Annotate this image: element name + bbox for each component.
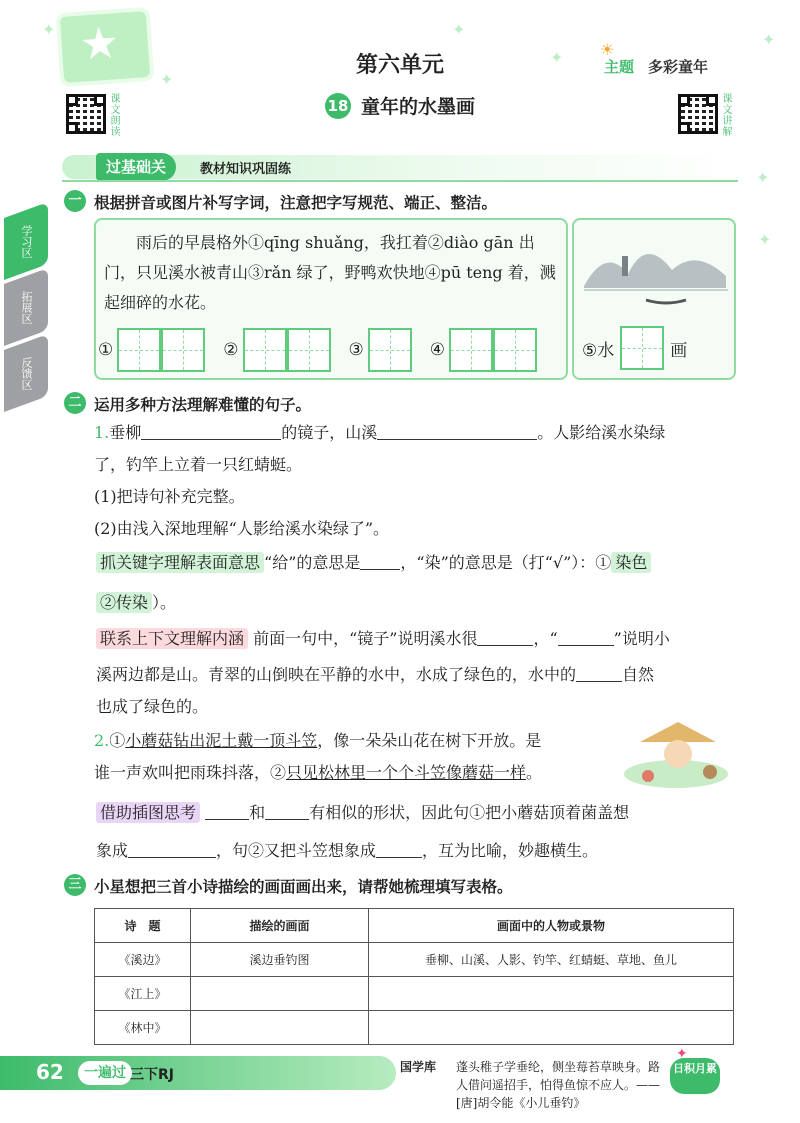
writing-grid[interactable] bbox=[161, 328, 205, 372]
straw-hat-shape bbox=[640, 722, 716, 742]
table-row bbox=[95, 943, 734, 977]
daily-badge: 日积月累 bbox=[670, 1058, 720, 1094]
column-header: 诗 题 bbox=[95, 909, 191, 943]
footer-poem: 蓬头稚子学垂纶，侧坐莓苔草映身。路人借问遥招手，怕得鱼惊不应人。——[唐]胡令能《小儿垂钓》 bbox=[456, 1060, 661, 1110]
table-cell[interactable] bbox=[369, 1011, 734, 1045]
qr-right-label: 课文讲解 bbox=[722, 94, 733, 138]
q2-sub2: (2)由浅入深地理解“人影给溪水染绿了”。 bbox=[94, 519, 390, 538]
table-cell[interactable] bbox=[369, 977, 734, 1011]
star-icon: ✦ bbox=[756, 168, 770, 187]
divider bbox=[62, 180, 738, 182]
page-number: 62 bbox=[36, 1060, 64, 1084]
column-header: 描绘的画面 bbox=[191, 909, 369, 943]
question-title: 小星想把三首小诗描绘的画面画出来，请帮她梳理填写表格。 bbox=[94, 878, 513, 896]
q1-answer-row bbox=[98, 328, 537, 372]
fill-blank[interactable] bbox=[477, 628, 533, 646]
writing-grid[interactable] bbox=[368, 328, 412, 372]
q1-passage: 雨后的早晨格外①qīng shuǎng，我扛着②diào gān 出门，只见溪水被青山③rǎn 绿了，野鸭欢快地④pū teng 着，溅起细碎的水花。 bbox=[104, 233, 556, 312]
question-number: 一 bbox=[64, 190, 86, 212]
mushroom-shape bbox=[642, 770, 654, 782]
theme-value: 多彩童年 bbox=[648, 58, 709, 76]
question-title: 根据拼音或图片补写字词，注意把字写规范、端正、整洁。 bbox=[94, 194, 498, 212]
lesson-heading bbox=[0, 92, 800, 119]
star-icon: ✦ bbox=[550, 48, 564, 67]
method-tag: 借助插图思考 bbox=[96, 802, 200, 823]
section-label-guoxue: 国学库 bbox=[400, 1060, 437, 1074]
theme-key: 主题 bbox=[604, 58, 635, 76]
table-header-row bbox=[95, 909, 734, 943]
q1-ink-painting-box bbox=[572, 218, 736, 380]
question-number: 二 bbox=[64, 392, 86, 414]
star-icon: ✦ bbox=[762, 30, 776, 49]
table-row bbox=[95, 977, 734, 1011]
q2-sentence1-cont: 了，钓竿上立着一只红蜻蜓。 bbox=[94, 455, 303, 474]
writing-grid[interactable] bbox=[287, 328, 331, 372]
ink-landscape-illustration bbox=[576, 226, 736, 312]
fill-blank[interactable] bbox=[558, 628, 614, 646]
answer-label: ② bbox=[223, 340, 239, 360]
answer-label: ④ bbox=[429, 340, 445, 360]
q2-sentence2-cont: 谁一声欢叫把雨珠抖落，②只见松林里一个个斗笠像蘑菇一样。 bbox=[94, 763, 543, 782]
star-icon: ★ bbox=[78, 17, 121, 71]
q2-sub1: (1)把诗句补充完整。 bbox=[94, 487, 245, 506]
side-tab-feedback[interactable]: 反馈区 bbox=[4, 334, 48, 412]
q2-sentence2: 2.①小蘑菇钻出泥土戴一顶斗笠，像一朵朵山花在树下开放。是 bbox=[94, 731, 542, 750]
answer-label: ① bbox=[98, 340, 114, 360]
writing-grid[interactable] bbox=[449, 328, 493, 372]
writing-grid[interactable] bbox=[620, 326, 664, 370]
fill-blank[interactable] bbox=[141, 422, 281, 440]
star-icon: ✦ bbox=[160, 70, 174, 89]
poem-table bbox=[94, 908, 734, 1045]
qr-left-label: 课文朗读 bbox=[110, 94, 121, 138]
fill-blank[interactable] bbox=[360, 552, 400, 570]
q2-method3: 借助插图思考 和 有相似的形状，因此句①把小蘑菇顶着菌盖想 bbox=[96, 798, 746, 828]
theme-label bbox=[604, 56, 708, 77]
writing-grid[interactable] bbox=[243, 328, 287, 372]
fill-blank[interactable] bbox=[128, 840, 216, 858]
fill-blank[interactable] bbox=[205, 802, 249, 820]
side-tab-extend[interactable]: 拓展区 bbox=[4, 268, 48, 346]
lesson-number-badge: 18 bbox=[325, 93, 351, 119]
answer-label: ⑤水 bbox=[582, 340, 615, 361]
table-row bbox=[95, 1011, 734, 1045]
writing-grid[interactable] bbox=[117, 328, 161, 372]
column-header: 画面中的人物或景物 bbox=[369, 909, 734, 943]
q2-method1: 抓关键字理解表面意思 “给”的意思是 ，“染”的意思是（打“√”）：① 染色 bbox=[96, 548, 746, 578]
q2-method2-cont: 溪两边都是山。青翠的山倒映在平静的水中，水成了绿色的，水中的 自然 bbox=[96, 665, 655, 684]
pagoda-shape bbox=[622, 256, 628, 276]
fill-blank[interactable] bbox=[376, 840, 422, 858]
method-tag: 抓关键字理解表面意思 bbox=[96, 552, 264, 573]
star-icon: ✦ bbox=[42, 20, 56, 39]
brand-logo: 一遍过 bbox=[78, 1061, 132, 1085]
section-subtitle: 教材知识巩固练 bbox=[200, 162, 292, 177]
method-tag: 联系上下文理解内涵 bbox=[96, 628, 248, 649]
table-cell: 垂柳、山溪、人影、钓竿、红蜻蜓、草地、鱼儿 bbox=[369, 943, 734, 977]
table-cell: 《溪边》 bbox=[95, 943, 191, 977]
grade-label: 三下RJ bbox=[130, 1067, 174, 1083]
fill-blank[interactable] bbox=[576, 664, 622, 682]
star-icon: ✦ bbox=[758, 230, 772, 249]
boat-shape bbox=[646, 300, 686, 303]
q2-method3-cont: 象成 ，句②又把斗笠想象成 ，互为比喻，妙趣横生。 bbox=[96, 841, 599, 860]
side-tab-study[interactable]: 学习区 bbox=[4, 202, 48, 280]
table-cell[interactable] bbox=[191, 1011, 369, 1045]
unit-title: 第六单元 bbox=[355, 53, 444, 78]
face-shape bbox=[664, 740, 692, 768]
answer-label: 画 bbox=[670, 340, 688, 361]
q2-method2-end: 也成了绿色的。 bbox=[96, 697, 209, 716]
q2-method1-cont: ②传染 ）。 bbox=[96, 588, 176, 618]
q2-sentence1: 1.垂柳 的镜子，山溪 。人影给溪水染绿 bbox=[94, 423, 666, 442]
section-tag: 过基础关 bbox=[96, 153, 176, 181]
answer-label: ③ bbox=[348, 340, 364, 360]
table-cell: 《林中》 bbox=[95, 1011, 191, 1045]
fill-blank[interactable] bbox=[377, 422, 537, 440]
writing-grid[interactable] bbox=[493, 328, 537, 372]
table-cell: 《江上》 bbox=[95, 977, 191, 1011]
table-cell[interactable] bbox=[191, 977, 369, 1011]
q2-method2: 联系上下文理解内涵 前面一句中，“镜子”说明溪水很 ，“ ”说明小 bbox=[96, 624, 746, 654]
star-icon: ✦ bbox=[676, 1046, 688, 1062]
table-cell: 溪边垂钓图 bbox=[191, 943, 369, 977]
mountain-shape bbox=[584, 254, 726, 288]
question-number: 三 bbox=[64, 874, 86, 896]
fill-blank[interactable] bbox=[265, 802, 309, 820]
side-tabs bbox=[0, 210, 50, 405]
sun-icon: ☀ bbox=[600, 40, 615, 59]
lesson-title: 童年的水墨画 bbox=[360, 96, 475, 118]
q1-pic-answer bbox=[582, 326, 687, 370]
star-icon: ✦ bbox=[452, 20, 466, 39]
basket-shape bbox=[703, 765, 717, 779]
question-title: 运用多种方法理解难懂的句子。 bbox=[94, 396, 312, 414]
child-mushroom-illustration bbox=[618, 712, 740, 792]
